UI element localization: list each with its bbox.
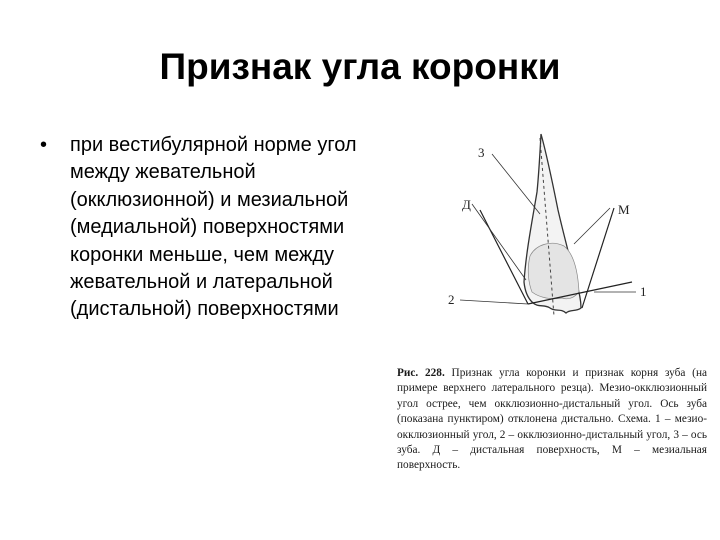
bullet-marker: • — [40, 134, 48, 156]
label-2: 2 — [448, 292, 455, 307]
figure-number: Рис. 228. — [397, 367, 445, 379]
leader-d — [472, 204, 526, 280]
bullet-text: при вестибулярной норме угол между жевательной (окклюзионной) и мезиальной (медиальной) поверхностями коронки меньше, чем между жевательной и латеральной (дистальной) поверхностями — [70, 134, 357, 321]
label-d: Д — [462, 197, 471, 212]
distal-surface-line — [480, 210, 528, 304]
leader-3 — [492, 154, 540, 214]
figure-caption-text: Признак угла коронки и признак корня зуба (на примере верхнего латерального резца). Мезио-окклюзионный угол острее, чем окклюзионно-дистальный угол. Ось зуба (показана пунктиром) отклонена дистально. Схема. 1 – мезио-окклюзионный угол, 2 – окклюзионно-дистальный угол, 3 – ось зуба. Д – дистальная поверхность, М – мезиальная поверхность. — [397, 367, 707, 472]
leader-2 — [460, 300, 528, 304]
slide-title: Признак угла коронки — [159, 46, 561, 87]
label-3: 3 — [478, 145, 485, 160]
crown-shading — [528, 243, 579, 299]
label-m: М — [618, 202, 630, 217]
mesial-surface-line — [582, 208, 614, 308]
label-1: 1 — [640, 284, 647, 299]
figure-caption — [397, 366, 707, 474]
tooth-diagram — [440, 132, 690, 332]
